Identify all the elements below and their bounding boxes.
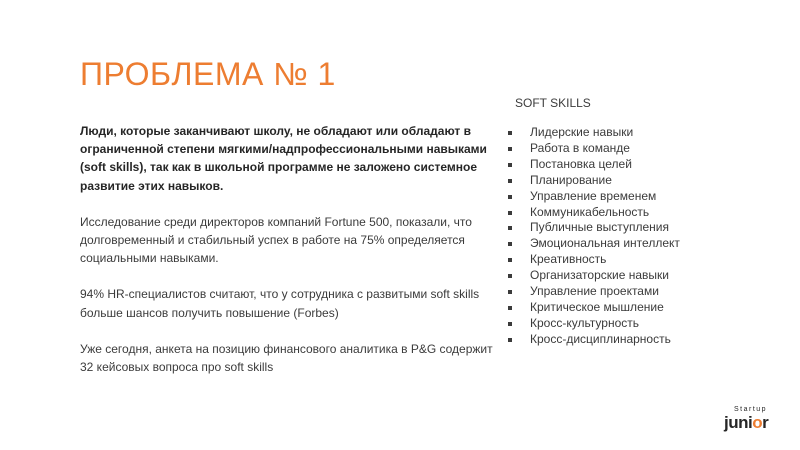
skill-item: Критическое мышление [505, 300, 680, 316]
skill-item: Организаторские навыки [505, 268, 680, 284]
skill-item: Работа в команде [505, 141, 680, 157]
skill-item: Планирование [505, 173, 680, 189]
skill-item: Постановка целей [505, 157, 680, 173]
skill-item: Управление проектами [505, 284, 680, 300]
skill-item: Эмоциональная интеллект [505, 236, 680, 252]
hr-specialists-paragraph: 94% HR-специалистов считают, что у сотрудника с развитыми soft skills больше шансов получить повышение (Forbes) [80, 287, 480, 320]
slide-title: ПРОБЛЕМА № 1 [80, 56, 336, 92]
logo-brand-part: r [762, 413, 769, 432]
logo-brand-part: juni [724, 413, 753, 432]
logo-brand-accent: o [752, 413, 763, 432]
skill-item: Кросс-культурность [505, 316, 680, 332]
startup-junior-logo [724, 406, 784, 436]
skill-item: Коммуникабельность [505, 205, 680, 221]
soft-skills-list [505, 125, 680, 348]
skill-item: Публичные выступления [505, 220, 680, 236]
skill-item: Управление временем [505, 189, 680, 205]
skill-item: Кросс-дисциплинарность [505, 332, 680, 348]
pg-questionnaire-paragraph: Уже сегодня, анкета на позицию финансового аналитика в P&G содержит 32 кейсовых вопроса про soft skills [80, 341, 493, 375]
skill-item: Креативность [505, 252, 680, 268]
skill-item: Лидерские навыки [505, 125, 680, 141]
soft-skills-heading: SOFT SKILLS [515, 96, 591, 110]
problem-description [80, 122, 500, 394]
fortune-500-paragraph: Исследование среди директоров компаний Fortune 500, показали, что долговременный и стабильный успех в работе на 75% определяется социальными навыками. [80, 214, 472, 266]
lead-paragraph: Люди, которые заканчивают школу, не обладают или обладают в ограниченной степени мягкими/надпрофессиональными навыками (soft skills), так как в школьной программе не заложено системное развитие этих навыков. [80, 124, 487, 193]
logo-brand-text [724, 413, 768, 433]
logo-startup-text: Startup [734, 406, 768, 413]
